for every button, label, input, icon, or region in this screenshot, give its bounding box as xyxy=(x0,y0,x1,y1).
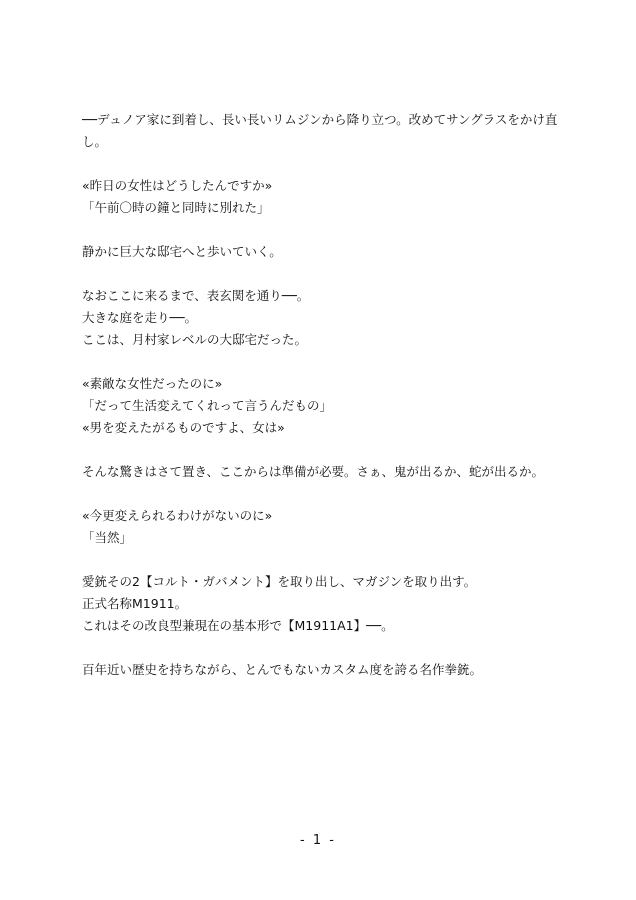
page-number: - 1 - xyxy=(300,833,336,848)
text-line: 「午前〇時の鐘と同時に別れた」 xyxy=(82,200,270,215)
dialogue-block xyxy=(82,374,552,437)
text-line: 静かに巨大な邸宅へと歩いていく。 xyxy=(82,244,282,259)
text-line: «素敵な女性だったのに» xyxy=(82,376,223,391)
paragraph xyxy=(82,462,552,481)
paragraph xyxy=(82,110,558,151)
text-line: そんな驚きはさて置き、ここからは準備が必要。さぁ、鬼が出るか、蛇が出るか。 xyxy=(82,464,545,479)
paragraph xyxy=(82,286,552,349)
page-body xyxy=(82,110,558,682)
text-line: ──デュノア家に到着し、長い長いリムジンから降り立つ。改めてサングラスをかけ直 xyxy=(82,112,558,127)
text-line: 「だって生活変えてくれって言うんだもの」 xyxy=(82,398,333,413)
paragraph xyxy=(82,572,552,635)
text-line: 百年近い歴史を持ちながら、とんでもないカスタム度を誇る名作拳銃。 xyxy=(82,662,483,677)
text-line: これはその改良型兼現在の基本形で【M1911A1】──。 xyxy=(82,618,394,633)
text-line: し。 xyxy=(82,134,108,149)
dialogue-block xyxy=(82,176,552,217)
text-line: 正式名称M1911。 xyxy=(82,596,188,611)
text-line: 愛銃その2【コルト・ガバメント】を取り出し、マガジンを取り出す。 xyxy=(82,574,477,589)
text-line: «男を変えたがるものですよ、女は» xyxy=(82,420,285,435)
text-line: «昨日の女性はどうしたんですか» xyxy=(82,178,273,193)
text-line: なおここに来るまで、表玄関を通り──。 xyxy=(82,288,310,303)
text-line: 「当然」 xyxy=(82,530,133,545)
paragraph xyxy=(82,242,552,261)
text-line: «今更変えられるわけがないのに» xyxy=(82,508,273,523)
text-line: 大きな庭を走り──。 xyxy=(82,310,198,325)
paragraph xyxy=(82,660,552,679)
dialogue-block xyxy=(82,506,552,547)
text-line: ここは、月村家レベルの大邸宅だった。 xyxy=(82,332,308,347)
